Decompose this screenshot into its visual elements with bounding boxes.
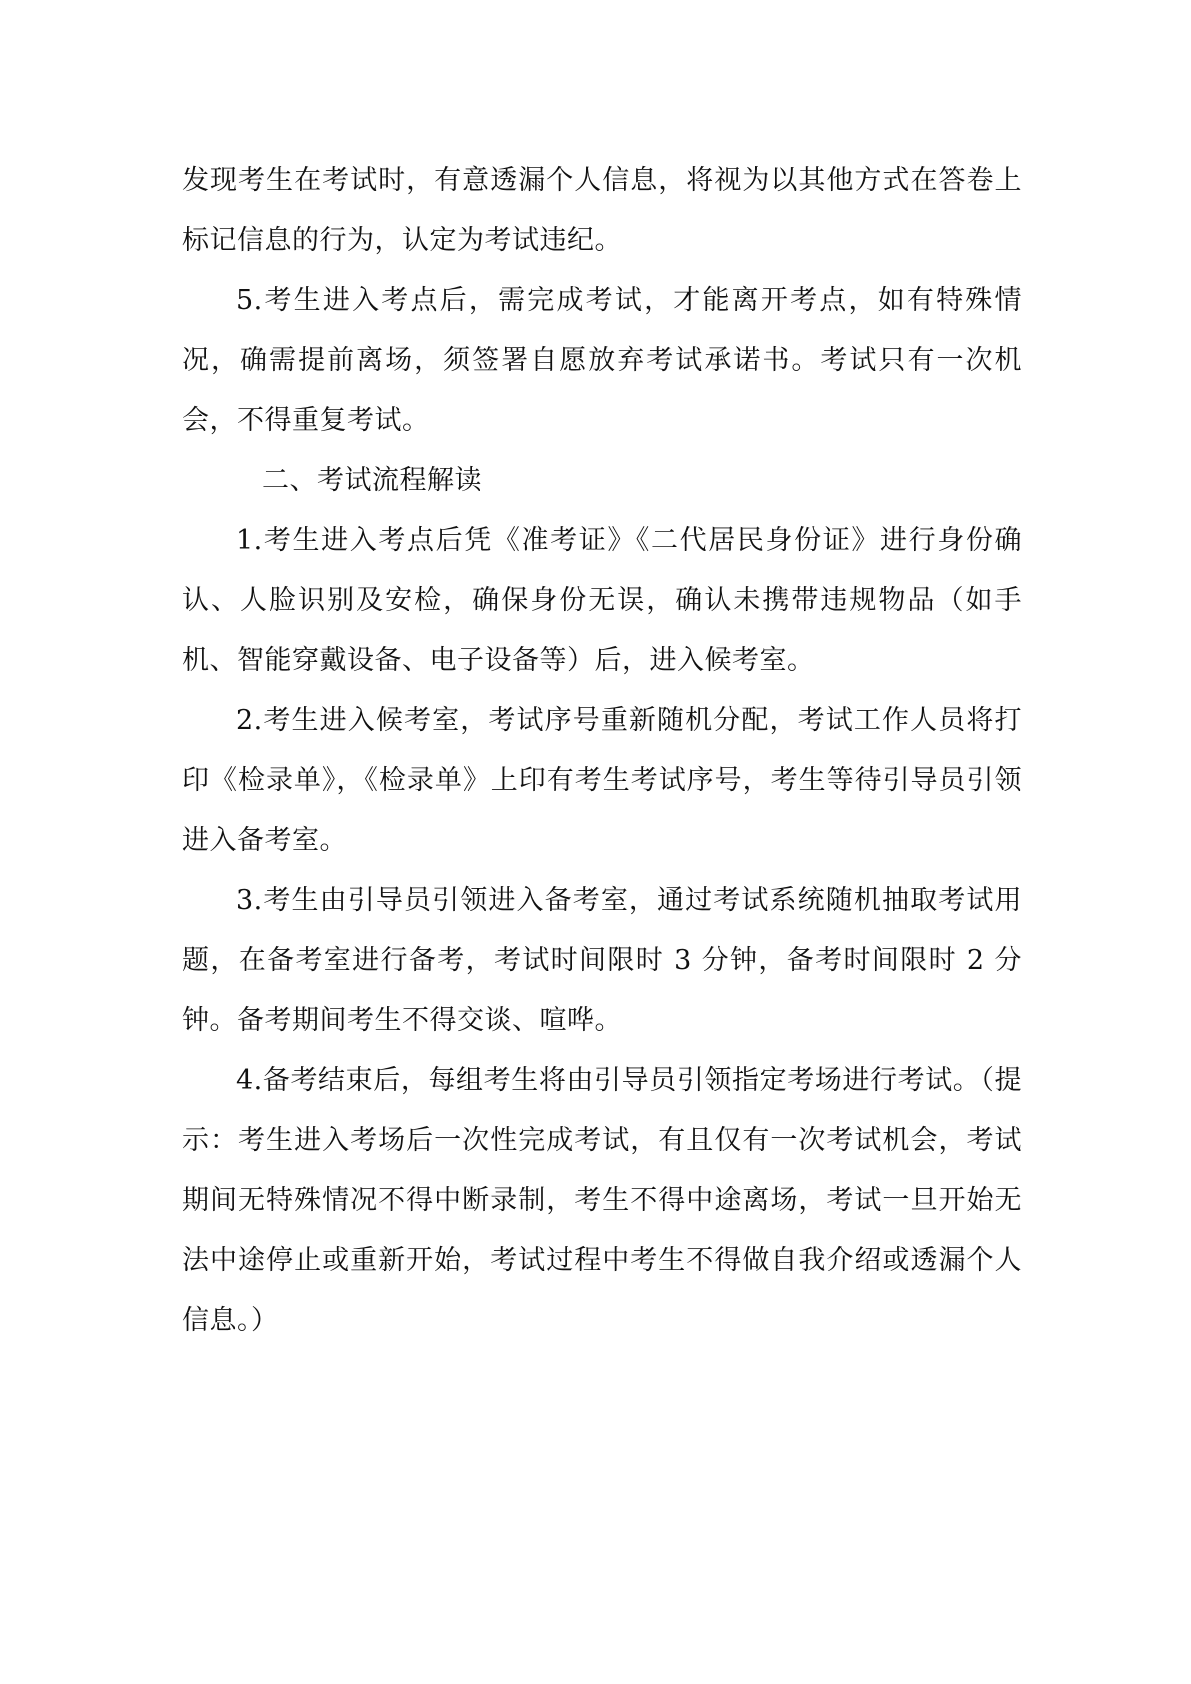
document-body [182,151,1022,1351]
paragraph-item-3: 3.考生由引导员引领进入备考室，通过考试系统随机抽取考试用题，在备考室进行备考，考试时间限时 3 分钟，备考时间限时 2 分钟。备考期间考生不得交谈、喧哗。 [182,885,1022,1036]
paragraph-item-4: 4.备考结束后，每组考生将由引导员引领指定考场进行考试。（提示：考生进入考场后一次性完成考试，有且仅有一次考试机会，考试期间无特殊情况不得中断录制，考生不得中途离场，考试一旦开始无法中途停止或重新开始，考试过程中考生不得做自我介绍或透漏个人信息。） [182,1065,1022,1336]
paragraph-item-2: 2.考生进入候考室，考试序号重新随机分配，考试工作人员将打印《检录单》，《检录单》上印有考生考试序号，考生等待引导员引领进入备考室。 [182,705,1022,856]
paragraph-item-1: 1.考生进入考点后凭《准考证》《二代居民身份证》进行身份确认、人脸识别及安检，确保身份无误，确认未携带违规物品（如手机、智能穿戴设备、电子设备等）后，进入候考室。 [182,525,1022,676]
paragraph-continuation: 发现考生在考试时，有意透漏个人信息，将视为以其他方式在答卷上标记信息的行为，认定为考试违纪。 [182,165,1022,256]
paragraph-item-5: 5.考生进入考点后，需完成考试，才能离开考点，如有特殊情况，确需提前离场，须签署自愿放弃考试承诺书。考试只有一次机会，不得重复考试。 [182,285,1022,436]
section-heading: 二、考试流程解读 [262,465,482,496]
